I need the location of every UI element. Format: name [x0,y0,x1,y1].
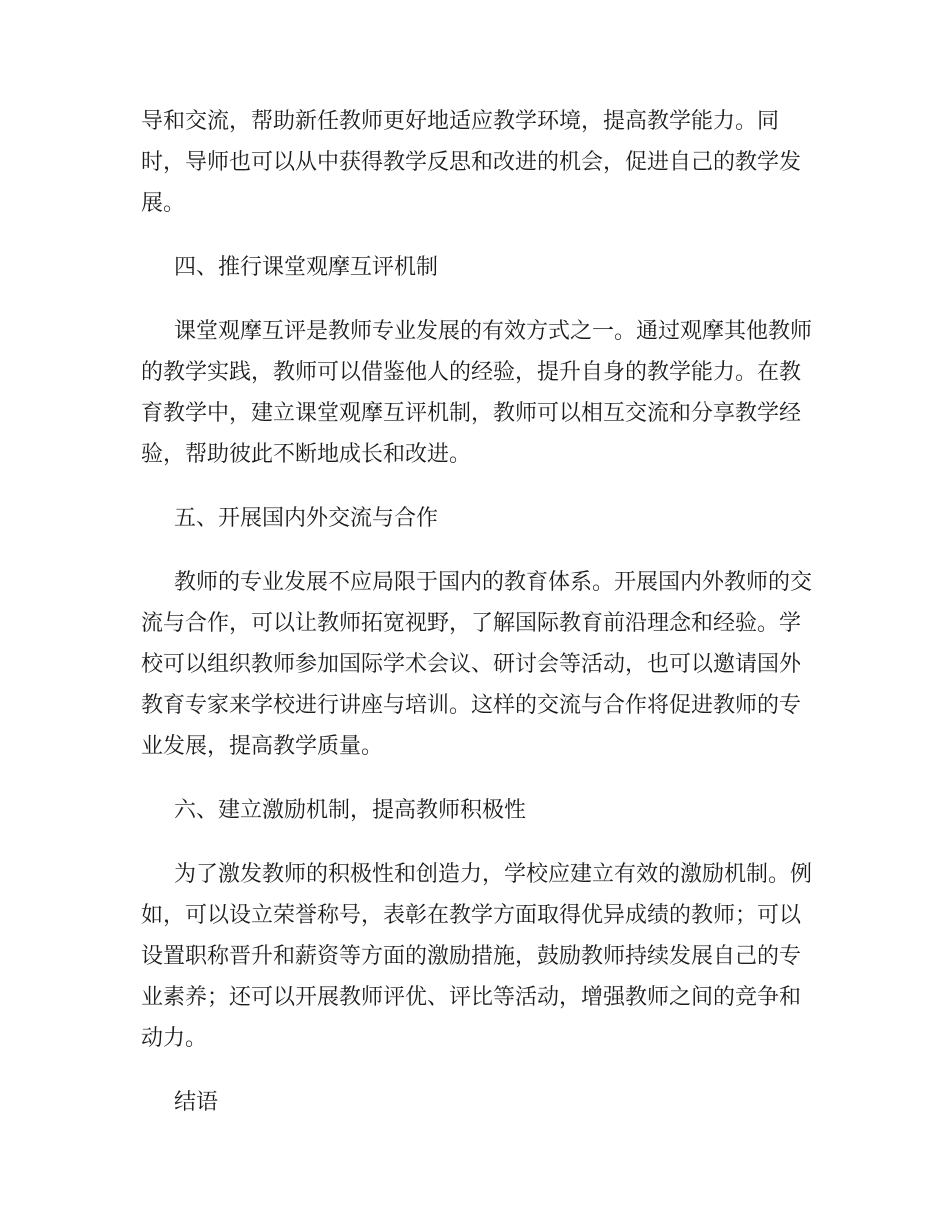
document-body [141,101,813,1146]
paragraph-international-exchange: 教师的专业发展不应局限于国内的教育体系。开展国内外教师的交流与合作，可以让教师拓宽视野，了解国际教育前沿理念和经验。学校可以组织教师参加国际学术会议、研讨会等活动，也可以邀请国外教育专家来学校进行讲座与培训。这样的交流与合作将促进教师的专业发展，提高教学质量。 [141,570,813,759]
paragraph-continuation: 导和交流，帮助新任教师更好地适应教学环境，提高教学能力。同时，导师也可以从中获得教学反思和改进的机会，促进自己的教学发展。 [141,109,802,216]
section-heading-conclusion: 结语 [174,1090,219,1115]
paragraph-classroom-observation: 课堂观摩互评是教师专业发展的有效方式之一。通过观摩其他教师的教学实践，教师可以借鉴他人的经验，提升自身的教学能力。在教育教学中，建立课堂观摩互评机制，教师可以相互交流和分享教学经验，帮助彼此不断地成长和改进。 [141,319,813,467]
paragraph-incentive-mechanism: 为了激发教师的积极性和创造力，学校应建立有效的激励机制。例如，可以设立荣誉称号，表彰在教学方面取得优异成绩的教师；可以设置职称晋升和薪资等方面的激励措施，鼓励教师持续发展自己的专业素养；还可以开展教师评优、评比等活动，增强教师之间的竞争和动力。 [141,862,813,1051]
section-heading-4: 四、推行课堂观摩互评机制 [174,255,439,280]
section-heading-6: 六、建立激励机制，提高教师积极性 [174,798,527,823]
section-heading-5: 五、开展国内外交流与合作 [174,506,439,531]
